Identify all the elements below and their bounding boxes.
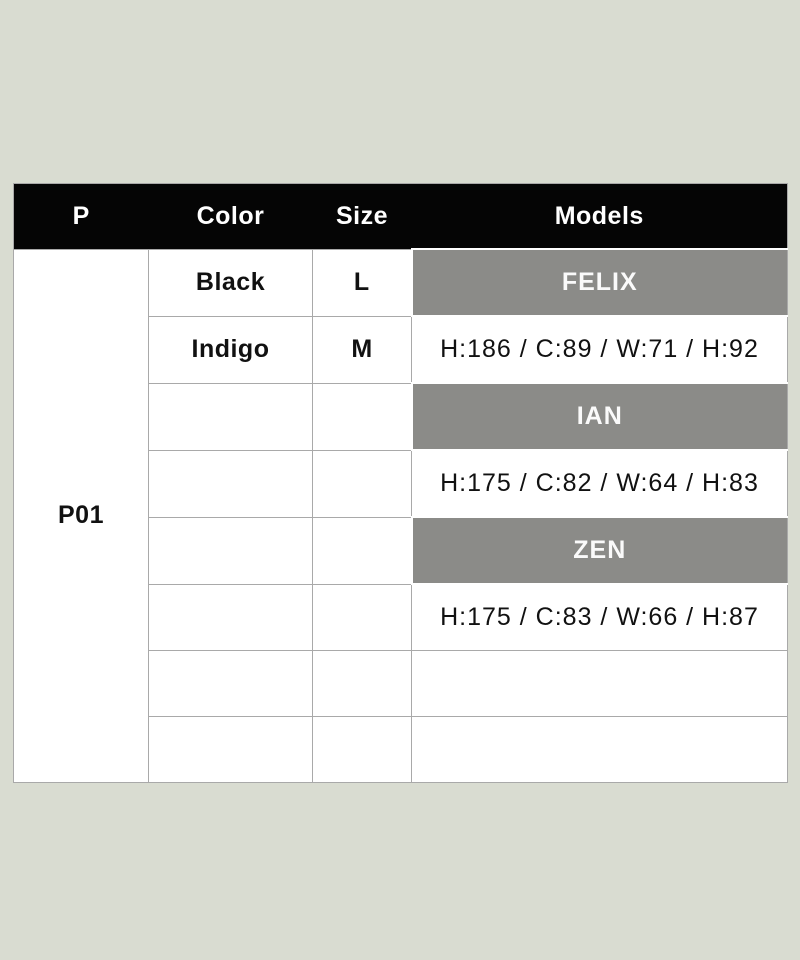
color-cell: [149, 450, 313, 517]
model-name-cell: FELIX: [412, 249, 788, 316]
color-cell: [149, 651, 313, 717]
model-measurements-cell: H:175 / C:83 / W:66 / H:87: [412, 584, 788, 651]
color-cell: [149, 517, 313, 584]
size-cell: [313, 450, 412, 517]
header-cell-size: Size: [313, 184, 412, 250]
size-cell: M: [313, 316, 412, 383]
table-row: [14, 249, 788, 316]
size-cell: [313, 651, 412, 717]
color-cell: Indigo: [149, 316, 313, 383]
size-cell: [313, 517, 412, 584]
size-cell: [313, 584, 412, 651]
model-measurements-cell: H:175 / C:82 / W:64 / H:83: [412, 450, 788, 517]
size-spec-table: [13, 183, 788, 783]
header-cell-models: Models: [412, 184, 788, 250]
color-cell: [149, 584, 313, 651]
size-cell: [313, 717, 412, 783]
color-cell: Black: [149, 249, 313, 316]
model-measurements-cell: H:186 / C:89 / W:71 / H:92: [412, 316, 788, 383]
model-measurements-cell: [412, 717, 788, 783]
size-cell: [313, 383, 412, 450]
color-cell: [149, 717, 313, 783]
size-cell: L: [313, 249, 412, 316]
model-measurements-cell: [412, 651, 788, 717]
header-row: [14, 184, 788, 250]
product-id-cell: P01: [14, 249, 149, 783]
header-cell-color: Color: [149, 184, 313, 250]
model-name-cell: ZEN: [412, 517, 788, 584]
color-cell: [149, 383, 313, 450]
header-cell-p: P: [14, 184, 149, 250]
model-name-cell: IAN: [412, 383, 788, 450]
